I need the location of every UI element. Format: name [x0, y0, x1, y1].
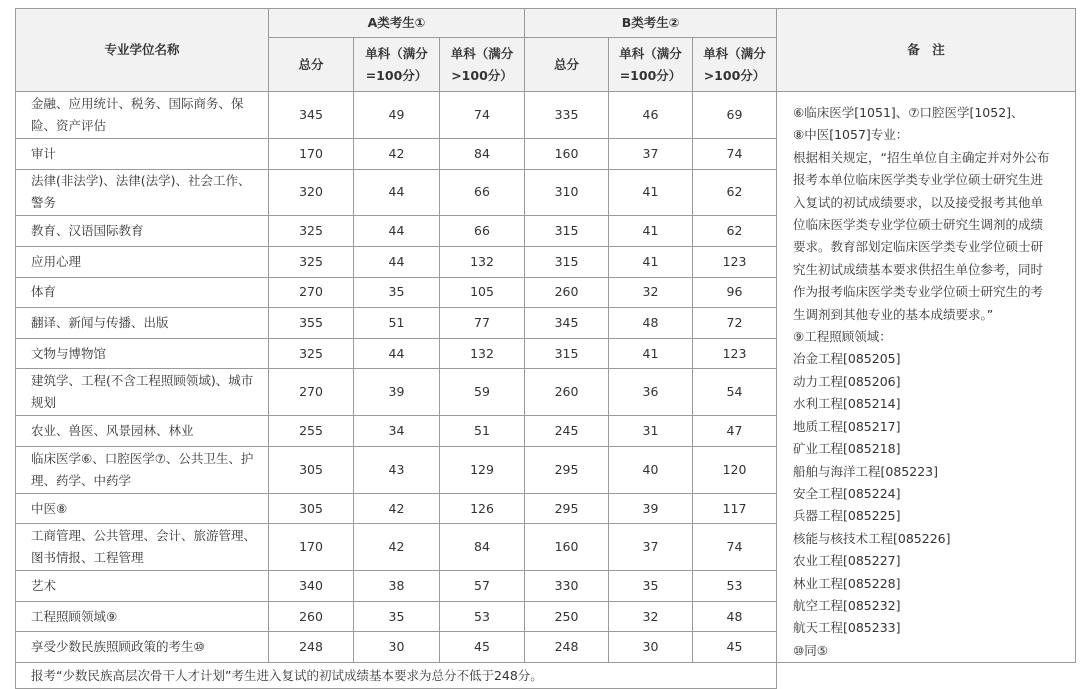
b-total: 315 [525, 338, 609, 369]
header-remarks: 备 注 [777, 9, 1076, 92]
header-b-total: 总分 [525, 38, 609, 92]
major-name: 审计 [16, 138, 269, 169]
a-single-100: 30 [354, 632, 440, 663]
a-single-gt100: 51 [440, 416, 525, 447]
a-total: 255 [269, 416, 354, 447]
header-a-total: 总分 [269, 38, 354, 92]
a-single-100: 44 [354, 247, 440, 278]
a-total: 325 [269, 216, 354, 247]
a-single-gt100: 74 [440, 92, 525, 139]
a-total: 248 [269, 632, 354, 663]
b-single-100: 36 [609, 369, 693, 416]
b-total: 260 [525, 369, 609, 416]
b-single-100: 37 [609, 138, 693, 169]
note-line: 矿业工程[085218] [793, 441, 901, 457]
b-single-100: 37 [609, 524, 693, 571]
notes-cell [777, 92, 1076, 663]
note-line: 兵器工程[085225] [793, 508, 901, 524]
a-total: 325 [269, 247, 354, 278]
a-single-100: 38 [354, 571, 440, 602]
note-line: 地质工程[085217] [793, 418, 901, 434]
a-single-100: 42 [354, 524, 440, 571]
major-name: 工商管理、公共管理、会计、旅游管理、图书情报、工程管理 [16, 524, 269, 571]
a-total: 325 [269, 338, 354, 369]
b-single-gt100: 123 [693, 247, 777, 278]
note-line: 要求。教育部划定临床医学类专业学位硕士研 [793, 239, 1044, 255]
b-total: 160 [525, 524, 609, 571]
b-single-gt100: 123 [693, 338, 777, 369]
b-total: 250 [525, 601, 609, 632]
a-single-100: 44 [354, 216, 440, 247]
a-total: 340 [269, 571, 354, 602]
b-total: 160 [525, 138, 609, 169]
header-major-name: 专业学位名称 [16, 9, 269, 92]
a-single-gt100: 132 [440, 247, 525, 278]
a-single-gt100: 126 [440, 493, 525, 524]
a-total: 305 [269, 493, 354, 524]
a-single-gt100: 129 [440, 446, 525, 493]
a-total: 170 [269, 524, 354, 571]
b-single-gt100: 120 [693, 446, 777, 493]
a-single-100: 35 [354, 277, 440, 308]
b-single-gt100: 53 [693, 571, 777, 602]
b-single-100: 40 [609, 446, 693, 493]
note-line: 作为报考临床医学类专业学位硕士研究生的考 [793, 284, 1044, 300]
header-group-a: A类考生① [269, 9, 525, 38]
note-line: 船舶与海洋工程[085223] [793, 463, 938, 479]
a-single-100: 42 [354, 493, 440, 524]
a-single-100: 49 [354, 92, 440, 139]
b-single-gt100: 62 [693, 169, 777, 216]
b-single-100: 32 [609, 601, 693, 632]
b-single-100: 35 [609, 571, 693, 602]
a-total: 345 [269, 92, 354, 139]
header-a-single-100: 单科（满分=100分） [354, 38, 440, 92]
major-name: 翻译、新闻与传播、出版 [16, 308, 269, 339]
note-line: ⑥临床医学[1051]、⑦口腔医学[1052]、 [793, 105, 1024, 120]
a-single-gt100: 45 [440, 632, 525, 663]
a-single-gt100: 59 [440, 369, 525, 416]
major-name: 金融、应用统计、税务、国际商务、保险、资产评估 [16, 92, 269, 139]
a-single-100: 43 [354, 446, 440, 493]
a-total: 320 [269, 169, 354, 216]
a-single-100: 39 [354, 369, 440, 416]
b-single-gt100: 45 [693, 632, 777, 663]
a-single-100: 42 [354, 138, 440, 169]
note-line: 究生初试成绩基本要求供招生单位参考，同时 [793, 261, 1044, 277]
major-name: 农业、兽医、风景园林、林业 [16, 416, 269, 447]
note-line: 核能与核技术工程[085226] [793, 530, 951, 546]
a-single-gt100: 84 [440, 524, 525, 571]
note-line: 报考本单位临床医学类专业学位硕士研究生进 [793, 172, 1044, 188]
b-single-gt100: 47 [693, 416, 777, 447]
major-name: 体育 [16, 277, 269, 308]
b-total: 295 [525, 446, 609, 493]
b-total: 295 [525, 493, 609, 524]
a-total: 355 [269, 308, 354, 339]
b-single-100: 39 [609, 493, 693, 524]
a-total: 260 [269, 601, 354, 632]
a-single-gt100: 57 [440, 571, 525, 602]
header-group-b: B类考生② [525, 9, 777, 38]
a-single-100: 35 [354, 601, 440, 632]
major-name: 教育、汉语国际教育 [16, 216, 269, 247]
b-total: 260 [525, 277, 609, 308]
note-line: 水利工程[085214] [793, 396, 901, 412]
note-line: 生调剂到其他专业的基本成绩要求。” [793, 306, 994, 322]
a-single-100: 51 [354, 308, 440, 339]
note-line: 航空工程[085232] [793, 597, 901, 613]
b-single-gt100: 74 [693, 524, 777, 571]
a-single-100: 34 [354, 416, 440, 447]
a-single-gt100: 132 [440, 338, 525, 369]
a-single-gt100: 84 [440, 138, 525, 169]
a-single-gt100: 66 [440, 169, 525, 216]
major-name: 享受少数民族照顾政策的考生⑩ [16, 632, 269, 663]
a-total: 170 [269, 138, 354, 169]
note-line: 安全工程[085224] [793, 485, 901, 501]
b-single-100: 46 [609, 92, 693, 139]
b-total: 248 [525, 632, 609, 663]
b-single-100: 41 [609, 216, 693, 247]
note-line: ⑧中医[1057]专业： [793, 127, 909, 143]
a-single-gt100: 77 [440, 308, 525, 339]
b-total: 315 [525, 247, 609, 278]
major-name: 中医⑧ [16, 493, 269, 524]
a-single-gt100: 105 [440, 277, 525, 308]
header-b-single-gt100: 单科（满分>100分） [693, 38, 777, 92]
b-single-100: 48 [609, 308, 693, 339]
a-total: 270 [269, 369, 354, 416]
note-line: 动力工程[085206] [793, 373, 901, 389]
table-row [16, 92, 1076, 139]
a-total: 305 [269, 446, 354, 493]
note-line: 冶金工程[085205] [793, 351, 901, 367]
b-single-100: 41 [609, 247, 693, 278]
note-line: 位临床医学类专业学位硕士研究生调剂的成绩 [793, 217, 1044, 233]
major-name: 法律(非法学)、法律(法学)、社会工作、警务 [16, 169, 269, 216]
major-name: 应用心理 [16, 247, 269, 278]
b-single-100: 41 [609, 338, 693, 369]
b-total: 335 [525, 92, 609, 139]
footer-row [16, 663, 1076, 689]
a-total: 270 [269, 277, 354, 308]
note-line: 林业工程[085228] [793, 575, 901, 591]
b-single-gt100: 48 [693, 601, 777, 632]
b-total: 315 [525, 216, 609, 247]
table-body [16, 92, 1076, 689]
b-single-100: 41 [609, 169, 693, 216]
note-line: ⑩同⑤ [793, 642, 828, 658]
a-single-gt100: 53 [440, 601, 525, 632]
major-name: 工程照顾领域⑨ [16, 601, 269, 632]
footer-note: 报考“少数民族高层次骨干人才计划”考生进入复试的初试成绩基本要求为总分不低于248分。 [16, 663, 777, 689]
score-table [15, 8, 1076, 689]
b-total: 245 [525, 416, 609, 447]
b-total: 345 [525, 308, 609, 339]
b-single-gt100: 96 [693, 277, 777, 308]
note-line: 入复试的初试成绩要求，以及接受报考其他单 [793, 194, 1044, 210]
b-total: 330 [525, 571, 609, 602]
b-single-100: 32 [609, 277, 693, 308]
note-line: 根据相关规定，“招生单位自主确定并对外公布 [793, 149, 1050, 165]
major-name: 建筑学、工程(不含工程照顾领域)、城市规划 [16, 369, 269, 416]
note-line: 航天工程[085233] [793, 620, 901, 636]
a-single-100: 44 [354, 169, 440, 216]
b-single-100: 30 [609, 632, 693, 663]
b-single-gt100: 54 [693, 369, 777, 416]
b-single-gt100: 72 [693, 308, 777, 339]
note-line: 农业工程[085227] [793, 553, 901, 569]
a-single-100: 44 [354, 338, 440, 369]
major-name: 文物与博物馆 [16, 338, 269, 369]
b-single-gt100: 74 [693, 138, 777, 169]
major-name: 临床医学⑥、口腔医学⑦、公共卫生、护理、药学、中药学 [16, 446, 269, 493]
b-single-gt100: 117 [693, 493, 777, 524]
major-name: 艺术 [16, 571, 269, 602]
b-single-gt100: 62 [693, 216, 777, 247]
note-line: ⑨工程照顾领域： [793, 329, 892, 345]
b-total: 310 [525, 169, 609, 216]
a-single-gt100: 66 [440, 216, 525, 247]
header-a-single-gt100: 单科（满分>100分） [440, 38, 525, 92]
b-single-gt100: 69 [693, 92, 777, 139]
b-single-100: 31 [609, 416, 693, 447]
header-b-single-100: 单科（满分=100分） [609, 38, 693, 92]
